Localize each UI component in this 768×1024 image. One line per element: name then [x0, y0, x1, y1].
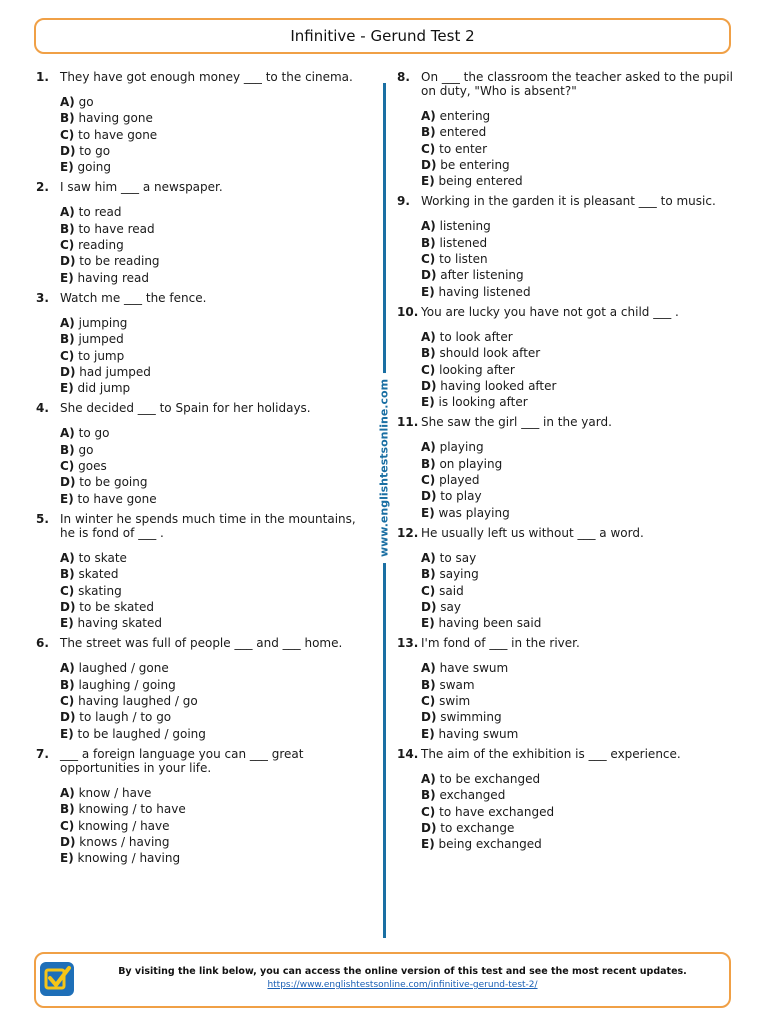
question-number: 4. [36, 401, 49, 416]
answer-option [60, 726, 372, 742]
options-list [36, 425, 372, 506]
answer-option [60, 599, 372, 615]
option-letter: D) [60, 710, 76, 725]
question-line [36, 512, 372, 540]
options-list [36, 785, 372, 866]
option-letter: D) [421, 599, 437, 614]
option-letter: D) [60, 475, 76, 490]
option-letter: C) [60, 127, 75, 142]
answer-option [60, 127, 372, 143]
answer-option [421, 267, 737, 283]
option-text: reading [78, 238, 124, 253]
answer-option [60, 693, 372, 709]
option-text: to skate [78, 550, 127, 565]
option-text: have swum [439, 661, 509, 676]
option-letter: C) [60, 348, 75, 363]
option-letter: E) [60, 160, 74, 175]
option-text: exchanged [439, 788, 506, 803]
answer-option [421, 488, 737, 504]
answer-option [421, 157, 737, 173]
options-list [36, 550, 372, 631]
answer-option [60, 818, 372, 834]
option-text: be entering [440, 157, 510, 172]
option-letter: D) [421, 489, 437, 504]
option-letter: B) [421, 235, 436, 250]
answer-option [421, 439, 737, 455]
question-number: 1. [36, 70, 49, 84]
option-text: on playing [439, 456, 503, 471]
answer-option [421, 394, 737, 410]
answer-option [421, 141, 737, 157]
option-text: to go [79, 143, 111, 158]
question [397, 526, 737, 631]
option-text: to be reading [79, 254, 160, 269]
option-letter: A) [421, 771, 436, 786]
question [36, 70, 372, 175]
question-line [36, 291, 372, 305]
question-text: Watch me ___ the fence. [60, 290, 207, 305]
option-letter: E) [60, 491, 74, 506]
answer-option [60, 458, 372, 474]
question [397, 415, 737, 520]
option-letter: A) [60, 550, 75, 565]
answer-option [60, 221, 372, 237]
answer-option [60, 331, 372, 347]
question [397, 194, 737, 299]
option-letter: D) [421, 157, 437, 172]
question-line [397, 636, 737, 650]
option-letter: C) [60, 459, 75, 474]
question [36, 747, 372, 866]
footer-text: By visiting the link below, you can access the online version of this test and see the most recent updates. [118, 966, 687, 977]
option-text: go [78, 442, 94, 457]
question-text: ___ a foreign language you can ___ great opportunities in your life. [60, 746, 304, 775]
question-number: 10. [397, 304, 419, 319]
option-text: to go [78, 426, 110, 441]
question-number: 9. [397, 194, 410, 209]
option-text: to read [78, 205, 122, 220]
option-letter: B) [421, 567, 436, 582]
option-letter: A) [60, 661, 75, 676]
option-text: to jump [78, 348, 125, 363]
question-text: The aim of the exhibition is ___ experience. [421, 746, 681, 761]
option-text: swimming [440, 710, 502, 725]
option-text: having been said [438, 616, 542, 631]
option-text: played [439, 473, 480, 488]
answer-option [60, 94, 372, 110]
option-text: to listen [439, 252, 488, 267]
option-letter: A) [60, 315, 75, 330]
question-number: 8. [397, 70, 410, 84]
answer-option [60, 442, 372, 458]
answer-option [60, 583, 372, 599]
options-list [36, 94, 372, 175]
answer-option [421, 599, 737, 615]
answer-option [421, 251, 737, 267]
option-text: to play [440, 489, 482, 504]
answer-option [421, 836, 737, 852]
option-letter: A) [421, 550, 436, 565]
option-text: should look after [439, 346, 541, 361]
option-letter: E) [421, 616, 435, 631]
option-text: going [77, 160, 112, 175]
option-letter: E) [60, 616, 74, 631]
option-text: to have exchanged [439, 804, 555, 819]
answer-option [60, 677, 372, 693]
checkbox-icon [40, 962, 74, 996]
option-letter: D) [421, 378, 437, 393]
option-letter: B) [421, 788, 436, 803]
answer-option [60, 785, 372, 801]
option-letter: C) [421, 694, 436, 709]
option-letter: C) [60, 583, 75, 598]
option-text: say [440, 599, 461, 614]
question-number: 12. [397, 525, 419, 540]
question-line [36, 180, 372, 194]
question-line [397, 747, 737, 761]
option-letter: E) [60, 270, 74, 285]
question-number: 11. [397, 415, 419, 430]
answer-option [421, 329, 737, 345]
answer-option [421, 284, 737, 300]
option-letter: E) [60, 381, 74, 396]
footer-link[interactable]: https://www.englishtestsonline.com/infinitive-gerund-test-2/ [267, 980, 538, 990]
option-text: to have read [78, 221, 155, 236]
answer-option [60, 660, 372, 676]
answer-option [60, 834, 372, 850]
answer-option [421, 472, 737, 488]
option-text: had jumped [79, 364, 151, 379]
page-title: Infinitive - Gerund Test 2 [290, 27, 475, 45]
option-letter: C) [421, 583, 436, 598]
option-text: looking after [439, 362, 515, 377]
option-letter: C) [60, 238, 75, 253]
answer-option [421, 566, 737, 582]
question-line [36, 747, 372, 775]
question-text: The street was full of people ___ and ___ home. [60, 636, 343, 651]
answer-option [421, 726, 737, 742]
answer-option [421, 804, 737, 820]
option-letter: D) [60, 834, 76, 849]
answer-option [60, 237, 372, 253]
answer-option [421, 362, 737, 378]
option-text: swam [439, 677, 475, 692]
options-list [36, 660, 372, 741]
option-letter: C) [421, 252, 436, 267]
question-number: 6. [36, 636, 49, 651]
question [36, 636, 372, 741]
options-list [36, 204, 372, 285]
answer-option [60, 550, 372, 566]
options-list [397, 660, 737, 741]
option-text: having swum [438, 726, 519, 741]
option-letter: B) [60, 111, 75, 126]
option-text: to have gone [77, 491, 157, 506]
option-letter: B) [421, 125, 436, 140]
answer-option [421, 173, 737, 189]
option-letter: E) [60, 851, 74, 866]
option-letter: A) [60, 95, 75, 109]
option-letter: A) [421, 219, 436, 234]
answer-option [421, 235, 737, 251]
option-text: laughed / gone [78, 661, 169, 676]
option-text: having read [77, 270, 149, 285]
question-line [397, 305, 737, 319]
option-text: said [439, 583, 464, 598]
option-letter: E) [421, 284, 435, 299]
option-text: saying [439, 567, 479, 582]
option-letter: D) [60, 143, 76, 158]
options-list [397, 218, 737, 299]
option-text: playing [439, 440, 484, 455]
option-letter: D) [421, 710, 437, 725]
answer-option [421, 709, 737, 725]
question-text: She saw the girl ___ in the yard. [421, 415, 612, 430]
option-letter: B) [60, 221, 75, 236]
answer-option [60, 143, 372, 159]
answer-option [60, 425, 372, 441]
option-text: to be going [79, 475, 148, 490]
question-number: 5. [36, 511, 49, 526]
question-text: She decided ___ to Spain for her holidays. [60, 401, 311, 416]
option-letter: D) [60, 254, 76, 269]
option-text: to have gone [78, 127, 158, 142]
option-letter: E) [421, 505, 435, 520]
answer-option [60, 474, 372, 490]
option-text: after listening [440, 268, 524, 283]
option-letter: A) [60, 785, 75, 800]
option-letter: B) [60, 677, 75, 692]
option-letter: A) [421, 109, 436, 123]
answer-option [421, 820, 737, 836]
option-text: to exchange [440, 820, 515, 835]
question [36, 180, 372, 285]
option-text: skated [78, 567, 119, 582]
option-letter: B) [421, 677, 436, 692]
answer-option [60, 204, 372, 220]
option-text: to be skated [79, 599, 155, 614]
answer-option [421, 505, 737, 521]
options-list [397, 771, 737, 852]
question [397, 636, 737, 741]
question-text: I'm fond of ___ in the river. [421, 636, 580, 651]
title-box [34, 18, 731, 54]
option-text: know / have [78, 785, 152, 800]
answer-option [60, 615, 372, 631]
option-text: knowing / having [77, 851, 181, 866]
option-text: goes [78, 459, 107, 474]
answer-option [421, 550, 737, 566]
option-letter: B) [421, 346, 436, 361]
question-text: Working in the garden it is pleasant ___ to music. [421, 194, 716, 209]
answer-option [60, 348, 372, 364]
answer-option [421, 677, 737, 693]
questions-left-column [36, 70, 372, 871]
option-letter: E) [421, 174, 435, 189]
option-letter: E) [60, 726, 74, 741]
answer-option [421, 218, 737, 234]
option-text: to be exchanged [439, 771, 541, 786]
question [397, 747, 737, 852]
option-letter: E) [421, 837, 435, 852]
question-number: 7. [36, 746, 49, 761]
option-text: to laugh / to go [79, 710, 172, 725]
options-list [397, 329, 737, 410]
option-text: having listened [438, 284, 531, 299]
option-text: to look after [439, 329, 513, 344]
question-line [397, 526, 737, 540]
question-text: You are lucky you have not got a child ___ . [421, 304, 679, 319]
option-letter: C) [421, 141, 436, 156]
option-text: to say [439, 550, 477, 565]
question-line [36, 636, 372, 650]
option-text: listened [439, 235, 488, 250]
option-letter: C) [60, 694, 75, 709]
answer-option [60, 253, 372, 269]
question-text: I saw him ___ a newspaper. [60, 180, 223, 195]
option-letter: A) [421, 661, 436, 676]
options-list [397, 108, 737, 189]
footer-box [34, 952, 731, 1008]
option-text: knowing / have [78, 818, 170, 833]
answer-option [60, 270, 372, 286]
option-text: listening [439, 219, 491, 234]
questions-right-column [397, 70, 737, 857]
question-text: They have got enough money ___ to the cinema. [60, 70, 353, 84]
option-text: jumping [78, 315, 128, 330]
answer-option [421, 124, 737, 140]
option-letter: C) [421, 804, 436, 819]
answer-option [60, 315, 372, 331]
option-letter: D) [421, 820, 437, 835]
answer-option [421, 378, 737, 394]
answer-option [421, 771, 737, 787]
question-text: He usually left us without ___ a word. [421, 525, 644, 540]
option-text: entering [439, 109, 491, 123]
option-text: is looking after [438, 395, 528, 410]
option-text: being entered [438, 174, 523, 189]
option-text: having skated [77, 616, 162, 631]
option-text: to be laughed / going [77, 726, 206, 741]
option-text: was playing [438, 505, 510, 520]
option-letter: C) [421, 362, 436, 377]
question-line [36, 401, 372, 415]
question-number: 2. [36, 180, 49, 195]
option-letter: A) [60, 205, 75, 220]
answer-option [421, 787, 737, 803]
option-letter: D) [60, 599, 76, 614]
option-letter: B) [60, 802, 75, 817]
answer-option [421, 615, 737, 631]
option-letter: D) [421, 268, 437, 283]
option-letter: B) [60, 442, 75, 457]
question-text: In winter he spends much time in the mountains, he is fond of ___ . [60, 511, 356, 540]
answer-option [60, 801, 372, 817]
answer-option [421, 660, 737, 676]
option-letter: A) [60, 426, 75, 441]
option-text: having laughed / go [78, 694, 198, 709]
answer-option [60, 491, 372, 507]
option-letter: C) [60, 818, 75, 833]
answer-option [421, 583, 737, 599]
option-text: laughing / going [78, 677, 176, 692]
question-line [397, 194, 737, 208]
question-text: On ___ the classroom the teacher asked to the pupil on duty, "Who is absent?" [421, 70, 733, 98]
option-letter: C) [421, 473, 436, 488]
question [36, 512, 372, 631]
option-text: knowing / to have [78, 802, 186, 817]
question-line [397, 70, 737, 98]
option-letter: E) [421, 726, 435, 741]
option-text: having gone [78, 111, 153, 126]
option-text: skating [78, 583, 122, 598]
option-letter: B) [421, 456, 436, 471]
option-text: did jump [77, 381, 131, 396]
option-letter: E) [421, 395, 435, 410]
option-letter: A) [421, 440, 436, 455]
vertical-site-url: www.englishtestsonline.com [378, 373, 391, 563]
option-letter: B) [60, 567, 75, 582]
answer-option [60, 850, 372, 866]
answer-option [60, 364, 372, 380]
question [397, 70, 737, 189]
options-list [397, 550, 737, 631]
answer-option [60, 709, 372, 725]
answer-option [60, 380, 372, 396]
question-number: 13. [397, 636, 419, 651]
answer-option [60, 159, 372, 175]
option-text: entered [439, 125, 487, 140]
option-text: jumped [78, 332, 124, 347]
answer-option [421, 456, 737, 472]
options-list [36, 315, 372, 396]
question-line [397, 415, 737, 429]
answer-option [60, 566, 372, 582]
answer-option [421, 108, 737, 124]
option-letter: A) [421, 329, 436, 344]
option-text: knows / having [79, 834, 170, 849]
question-number: 14. [397, 746, 419, 761]
answer-option [60, 110, 372, 126]
option-letter: D) [60, 364, 76, 379]
option-text: having looked after [440, 378, 557, 393]
option-text: go [78, 95, 94, 109]
question-line [36, 70, 372, 84]
option-text: to enter [439, 141, 487, 156]
question [36, 401, 372, 506]
answer-option [421, 345, 737, 361]
option-letter: B) [60, 332, 75, 347]
option-text: being exchanged [438, 837, 542, 852]
question [36, 291, 372, 396]
answer-option [421, 693, 737, 709]
options-list [397, 439, 737, 520]
question-number: 3. [36, 290, 49, 305]
option-text: swim [439, 694, 471, 709]
question [397, 305, 737, 410]
